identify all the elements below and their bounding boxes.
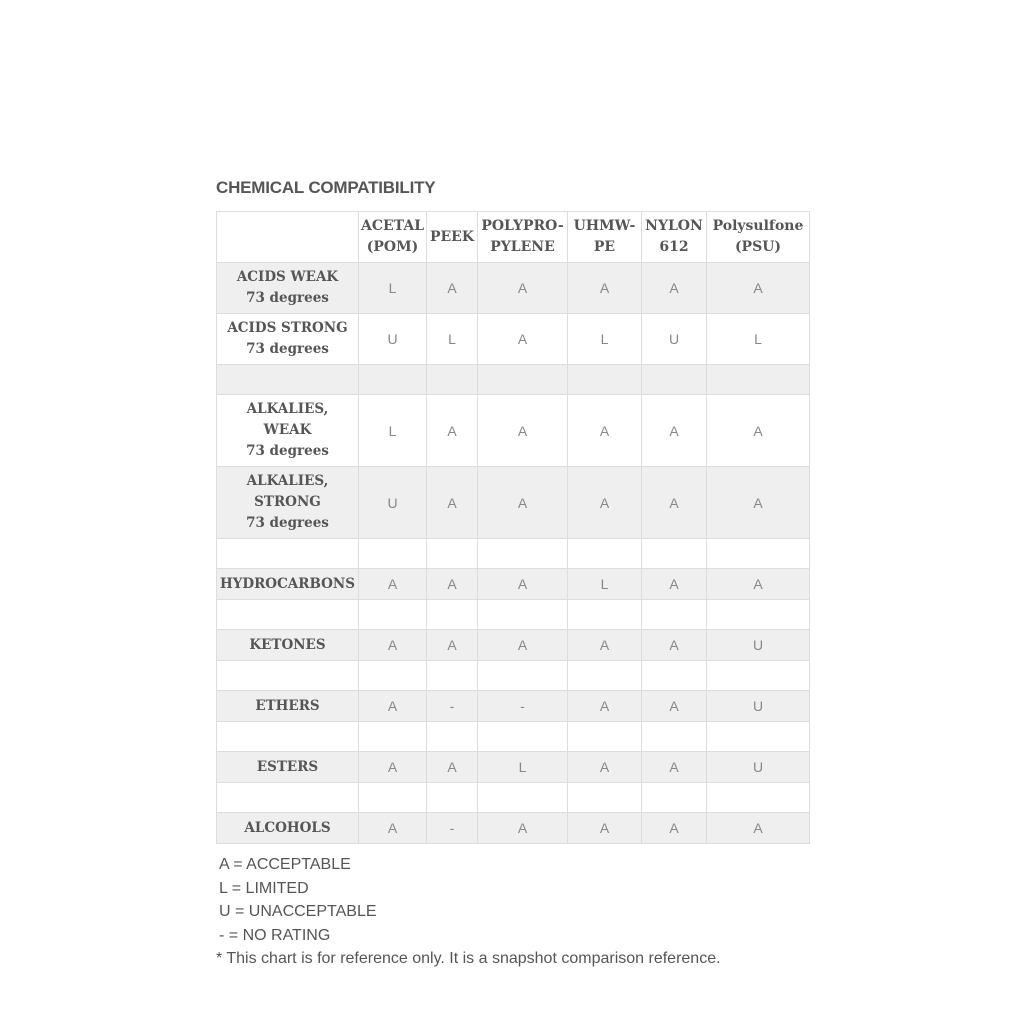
rating-cell: A — [427, 569, 478, 600]
column-header: Polysulfone (PSU) — [707, 212, 810, 263]
legend-item-no-rating: - = NO RATING — [219, 926, 331, 944]
rating-cell — [642, 783, 707, 813]
rating-cell: U — [642, 314, 707, 365]
rating-cell: L — [427, 314, 478, 365]
rating-cell: L — [707, 314, 810, 365]
rating-cell — [568, 600, 642, 630]
column-header: ACETAL (POM) — [359, 212, 427, 263]
rating-cell: L — [478, 752, 568, 783]
row-label: ALCOHOLS — [217, 813, 359, 844]
table-row — [217, 569, 810, 600]
rating-cell: - — [478, 691, 568, 722]
rating-cell — [478, 539, 568, 569]
rating-cell: A — [427, 467, 478, 539]
rating-cell: A — [642, 569, 707, 600]
rating-cell — [478, 600, 568, 630]
rating-cell — [427, 722, 478, 752]
rating-cell: A — [427, 263, 478, 314]
rating-cell: A — [568, 630, 642, 661]
rating-cell: A — [359, 813, 427, 844]
rating-cell: L — [359, 395, 427, 467]
row-label: ALKALIES, STRONG 73 degrees — [217, 467, 359, 539]
rating-cell: A — [642, 467, 707, 539]
rating-cell — [359, 365, 427, 395]
rating-cell — [359, 661, 427, 691]
rating-cell: A — [359, 569, 427, 600]
rating-cell: A — [642, 752, 707, 783]
rating-cell: U — [707, 691, 810, 722]
rating-cell — [427, 539, 478, 569]
rating-cell — [478, 661, 568, 691]
rating-cell — [642, 539, 707, 569]
rating-cell: A — [427, 752, 478, 783]
rating-cell: A — [568, 467, 642, 539]
rating-cell — [642, 722, 707, 752]
rating-cell — [359, 600, 427, 630]
legend-item-limited: L = LIMITED — [219, 879, 309, 897]
rating-cell — [707, 661, 810, 691]
rating-cell: A — [568, 813, 642, 844]
rating-cell — [707, 600, 810, 630]
rating-cell: U — [359, 467, 427, 539]
row-label: ACIDS STRONG 73 degrees — [217, 314, 359, 365]
legend-item-acceptable: A = ACCEPTABLE — [219, 856, 351, 873]
rating-cell — [478, 722, 568, 752]
rating-cell — [642, 365, 707, 395]
table-row — [217, 661, 810, 691]
rating-cell: U — [707, 630, 810, 661]
rating-cell: A — [359, 752, 427, 783]
rating-cell — [568, 539, 642, 569]
row-label: HYDROCARBONS — [217, 569, 359, 600]
rating-cell — [707, 783, 810, 813]
row-label: ACIDS WEAK 73 degrees — [217, 263, 359, 314]
rating-cell — [707, 722, 810, 752]
rating-cell — [427, 365, 478, 395]
rating-cell: A — [427, 395, 478, 467]
rating-cell: A — [642, 813, 707, 844]
column-header: UHMW- PE — [568, 212, 642, 263]
row-label — [217, 539, 359, 569]
row-label: KETONES — [217, 630, 359, 661]
row-label — [217, 722, 359, 752]
rating-cell: A — [478, 395, 568, 467]
column-header: POLYPRO- PYLENE — [478, 212, 568, 263]
rating-cell: - — [427, 691, 478, 722]
rating-cell: A — [642, 395, 707, 467]
table-row — [217, 263, 810, 314]
rating-cell: A — [478, 314, 568, 365]
rating-cell: A — [707, 569, 810, 600]
table-row — [217, 467, 810, 539]
rating-cell — [642, 600, 707, 630]
legend-item-unacceptable: U = UNACCEPTABLE — [219, 903, 377, 920]
row-label — [217, 600, 359, 630]
rating-cell: L — [359, 263, 427, 314]
rating-cell: A — [359, 630, 427, 661]
rating-cell: A — [707, 263, 810, 314]
rating-cell — [568, 783, 642, 813]
rating-cell — [568, 365, 642, 395]
rating-cell: A — [478, 263, 568, 314]
rating-cell: A — [568, 752, 642, 783]
table-row — [217, 722, 810, 752]
legend — [219, 853, 377, 947]
table-row — [217, 365, 810, 395]
rating-cell — [427, 600, 478, 630]
table-row — [217, 691, 810, 722]
table-row — [217, 813, 810, 844]
rating-cell — [427, 783, 478, 813]
rating-cell: L — [568, 569, 642, 600]
rating-cell: L — [568, 314, 642, 365]
rating-cell — [642, 661, 707, 691]
rating-cell: A — [707, 813, 810, 844]
rating-cell: A — [707, 467, 810, 539]
table-row — [217, 314, 810, 365]
rating-cell: A — [478, 569, 568, 600]
rating-cell — [568, 661, 642, 691]
header-corner-cell — [217, 212, 359, 263]
rating-cell: U — [359, 314, 427, 365]
rating-cell: A — [478, 467, 568, 539]
rating-cell — [427, 661, 478, 691]
rating-cell — [568, 722, 642, 752]
rating-cell: A — [707, 395, 810, 467]
rating-cell: A — [642, 263, 707, 314]
rating-cell — [707, 365, 810, 395]
table-row — [217, 600, 810, 630]
rating-cell: A — [568, 263, 642, 314]
rating-cell: A — [359, 691, 427, 722]
rating-cell: A — [642, 691, 707, 722]
rating-cell — [359, 722, 427, 752]
rating-cell: - — [427, 813, 478, 844]
row-label: ETHERS — [217, 691, 359, 722]
rating-cell: A — [568, 395, 642, 467]
column-header: PEEK — [427, 212, 478, 263]
rating-cell — [478, 365, 568, 395]
rating-cell — [478, 783, 568, 813]
compatibility-table — [216, 211, 810, 844]
row-label — [217, 783, 359, 813]
rating-cell: A — [642, 630, 707, 661]
table-body — [217, 263, 810, 844]
page-title: CHEMICAL COMPATIBILITY — [216, 178, 436, 197]
rating-cell: U — [707, 752, 810, 783]
rating-cell — [359, 539, 427, 569]
row-label: ESTERS — [217, 752, 359, 783]
rating-cell: A — [478, 813, 568, 844]
table-row — [217, 752, 810, 783]
rating-cell: A — [568, 691, 642, 722]
rating-cell: A — [427, 630, 478, 661]
column-header: NYLON 612 — [642, 212, 707, 263]
table-row — [217, 395, 810, 467]
row-label — [217, 365, 359, 395]
rating-cell: A — [478, 630, 568, 661]
row-label — [217, 661, 359, 691]
row-label: ALKALIES, WEAK 73 degrees — [217, 395, 359, 467]
table-header-row — [217, 212, 810, 263]
table-row — [217, 630, 810, 661]
footnote: * This chart is for reference only. It is a snapshot comparison reference. — [216, 950, 721, 967]
rating-cell — [707, 539, 810, 569]
rating-cell — [359, 783, 427, 813]
table-row — [217, 539, 810, 569]
table-row — [217, 783, 810, 813]
